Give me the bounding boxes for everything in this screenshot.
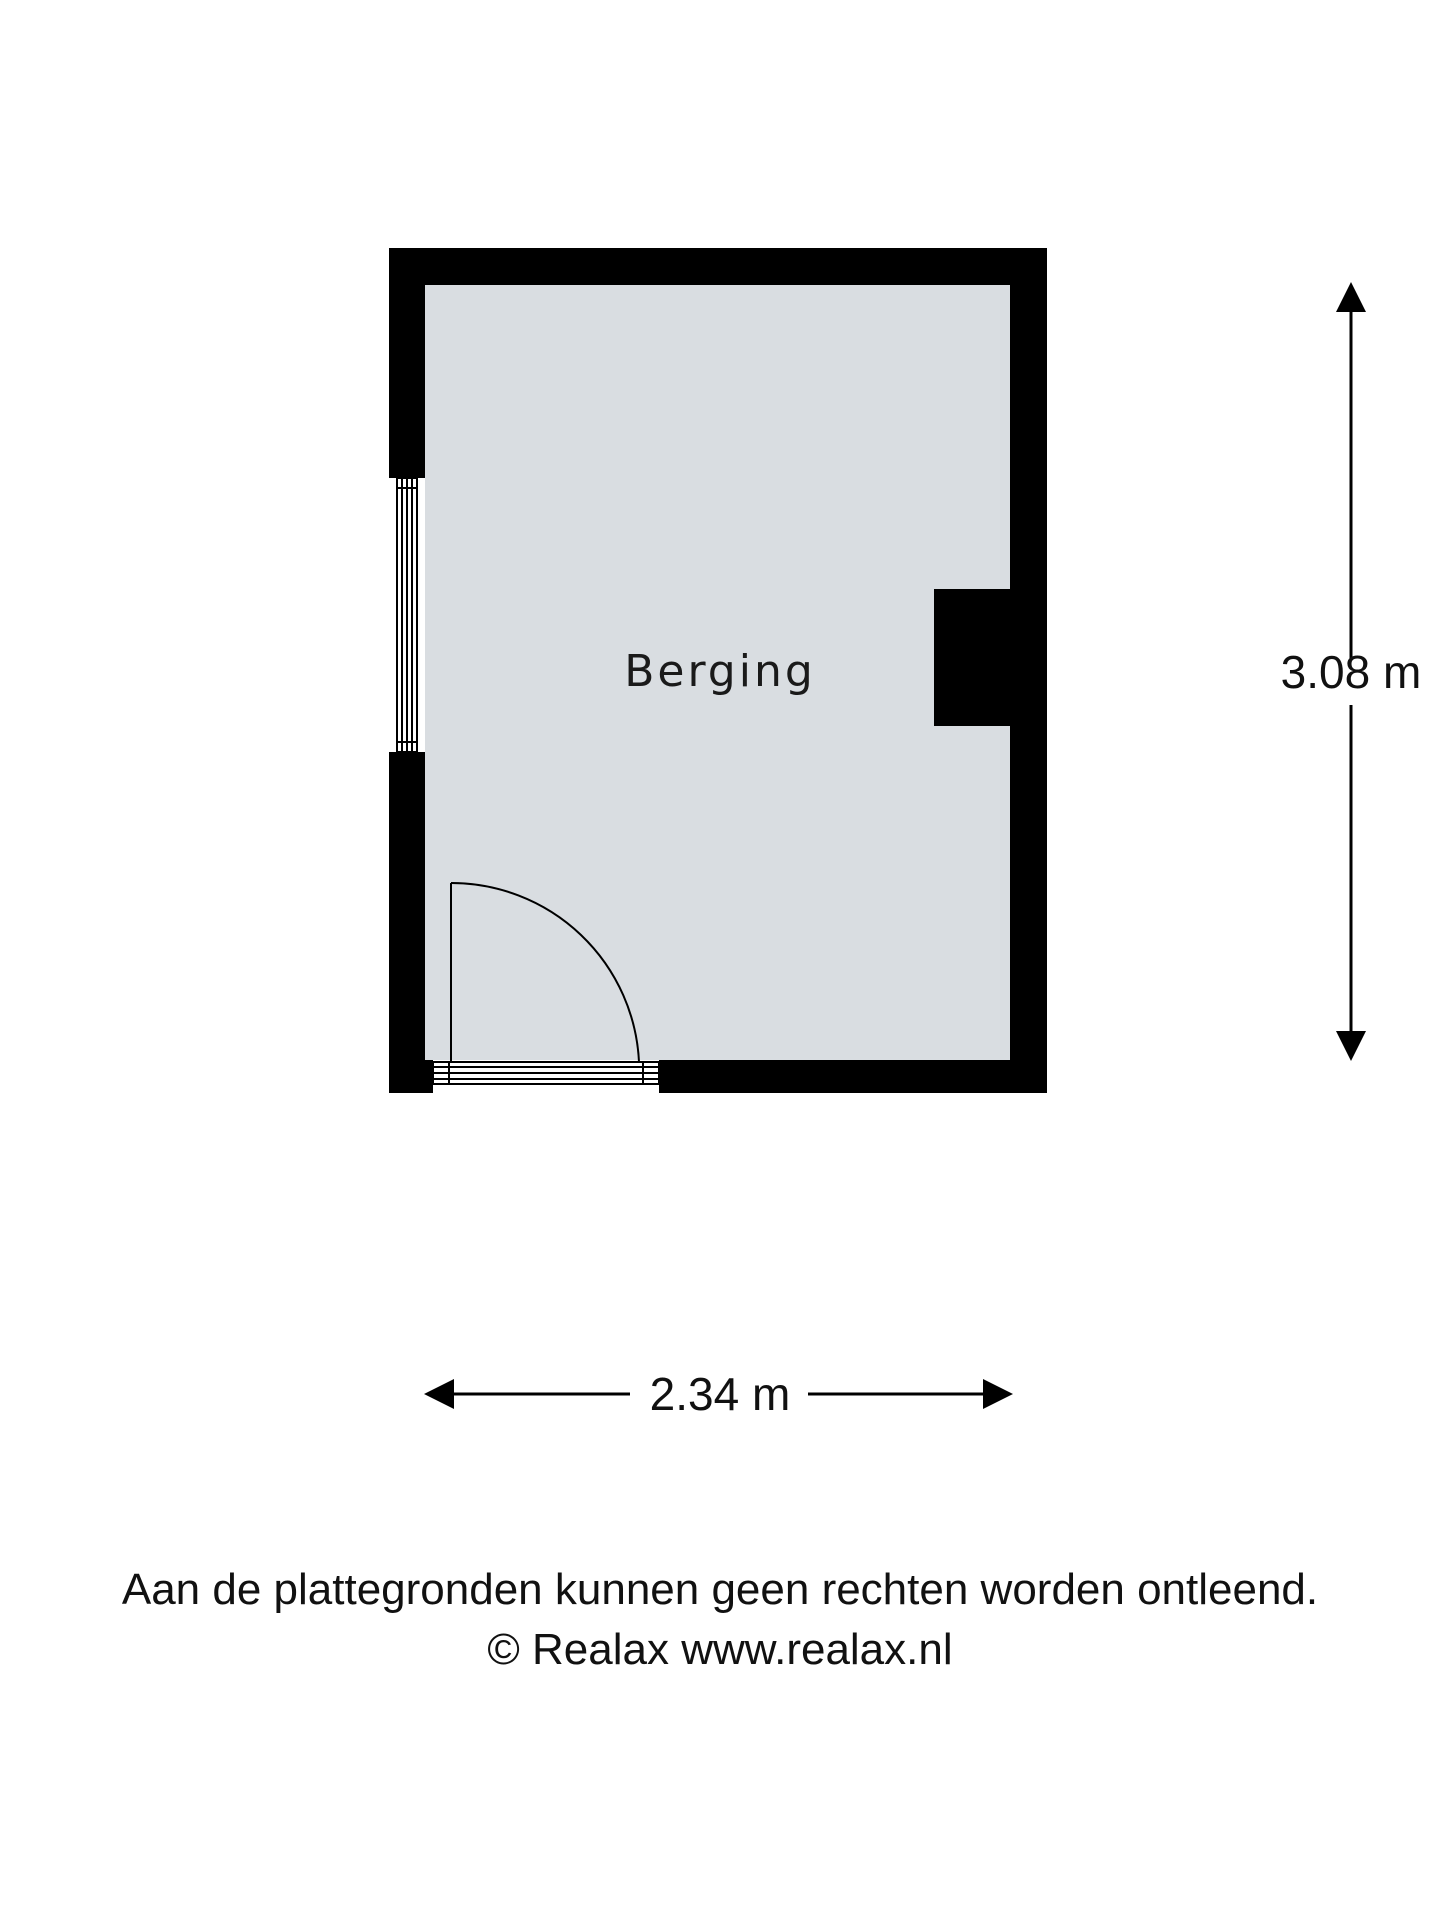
wall-left-lower: [389, 752, 425, 1093]
width-dimension: [427, 1368, 1010, 1420]
wall-top: [389, 248, 1047, 285]
height-dimension: [1281, 285, 1422, 1058]
wall-left-upper: [389, 248, 425, 478]
wall-right: [1010, 248, 1047, 1093]
disclaimer-line-2: © Realax www.realax.nl: [487, 1625, 953, 1674]
wall-bottom-left: [389, 1060, 433, 1093]
wall-bottom-right: [659, 1060, 1047, 1093]
room-label: Berging: [624, 646, 816, 697]
disclaimer-line-1: Aan de plattegronden kunnen geen rechten worden ontleend.: [121, 1565, 1319, 1614]
window-icon: [397, 478, 417, 752]
disclaimer: [0, 1560, 1440, 1680]
width-dimension-label: 2.34 m: [649, 1368, 791, 1420]
chimney-block: [934, 589, 1010, 726]
height-dimension-label: 3.08 m: [1280, 646, 1422, 698]
